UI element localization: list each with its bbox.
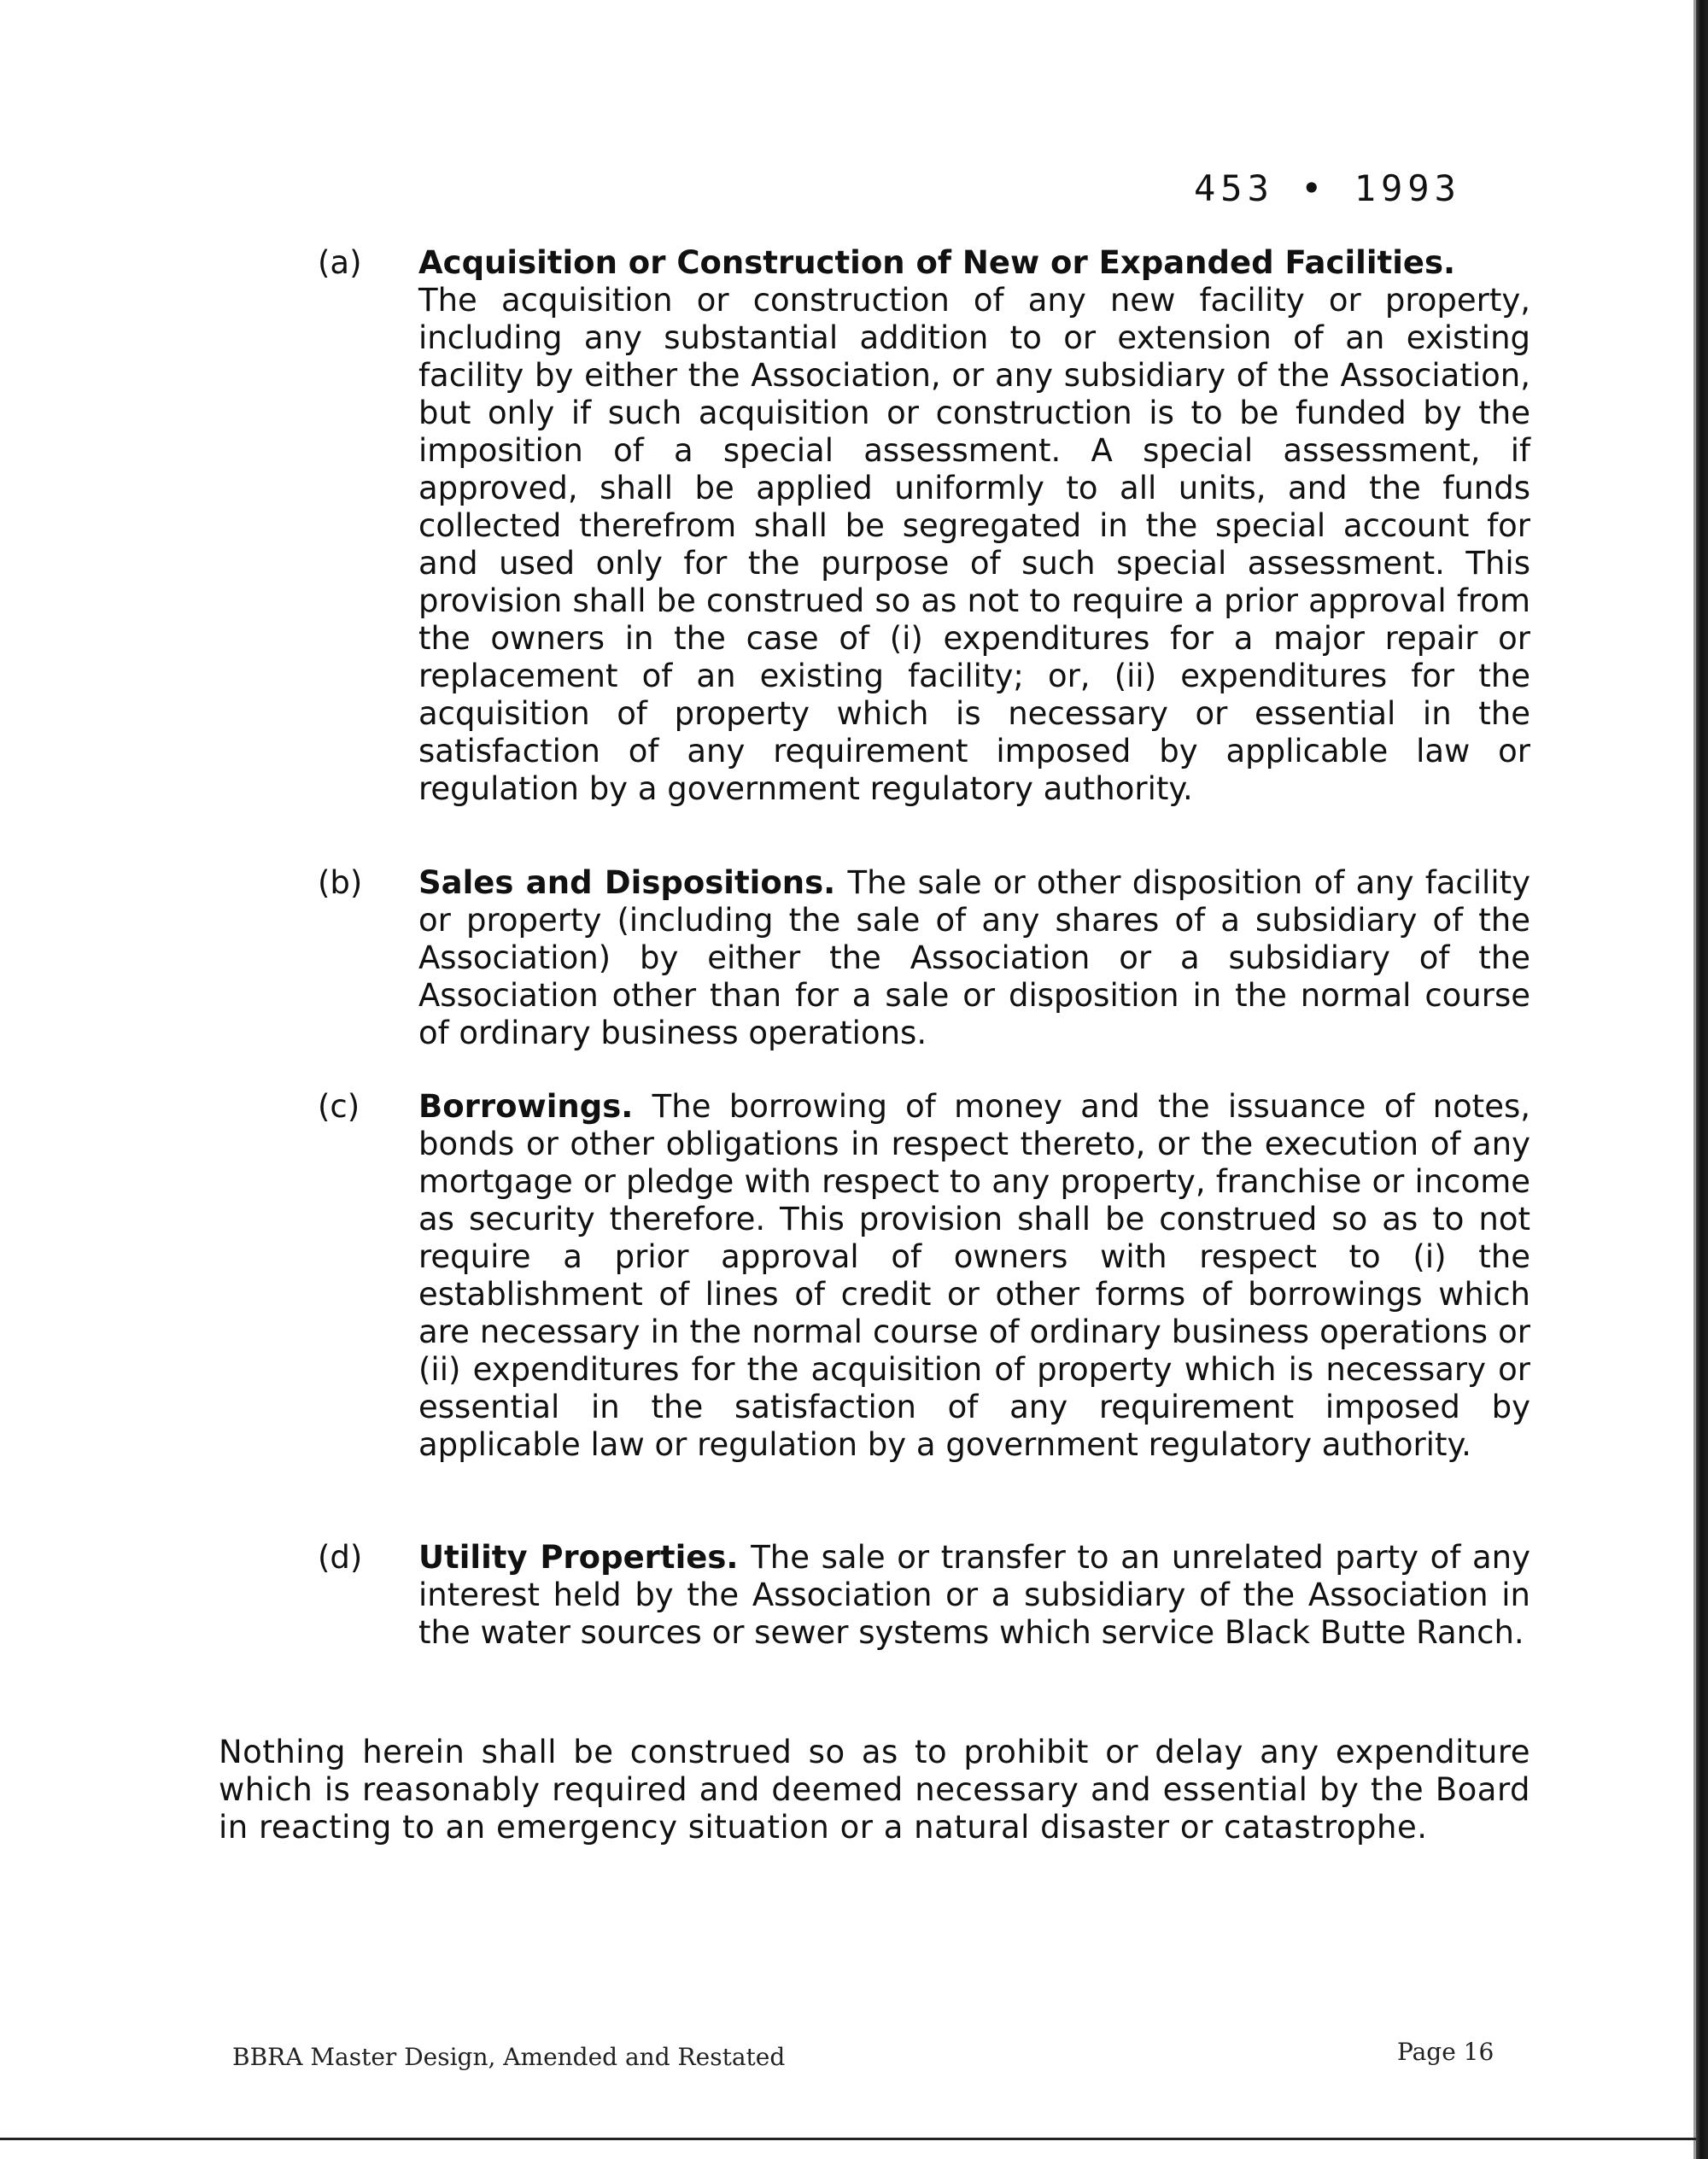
- item-body: [418, 244, 1530, 808]
- item-text: The sale or other disposition of any facility or property (including the sale of any shares of a subsidiary of the Association) by either the Association or a subsidiary of the Association other than for a sale or disposition in the normal course of ordinary business operations.: [418, 864, 1531, 1051]
- section-item-d: [318, 1539, 1530, 1652]
- section-item-a: [318, 244, 1530, 808]
- item-text: The borrowing of money and the issuance of notes, bonds or other obligations in respect thereto, or the execution of any mortgage or pledge with respect to any property, franchise or income as security therefore. This provision shall be construed so as to not require a prior approval of owners with respect to (i) the establishment of lines of credit or other forms of borrowings which are necessary in the normal course of ordinary business operations or (ii) expenditures for the acquisition of property which is necessary or essential in the satisfaction of any requirement imposed by applicable law or regulation by a government regulatory authority.: [418, 1088, 1530, 1463]
- footer-page-number: Page 16: [1397, 2038, 1494, 2066]
- footer-document-name: BBRA Master Design, Amended and Restated: [232, 2043, 786, 2071]
- item-letter: (a): [318, 244, 362, 281]
- item-letter: (c): [318, 1088, 360, 1125]
- closing-paragraph: Nothing herein shall be construed so as to prohibit or delay any expenditure which is reasonably required and deemed necessary and essential by the Board in reacting to an emergency situation or a natural disaster or catastrophe.: [219, 1734, 1530, 1846]
- item-text: The acquisition or construction of any new facility or property, including any substantial addition to or extension of an existing facility by either the Association, or any subsidiary of the Association, but only if such acquisition or construction is to be funded by the imposition of a special assessment. A special assessment, if approved, shall be applied uniformly to all units, and the funds collected therefrom shall be segregated in the special account for and used only for the purpose of such special assessment. This provision shall be construed so as not to require a prior approval from the owners in the case of (i) expenditures for a major repair or replacement of an existing facility; or, (ii) expenditures for the acquisition of property which is necessary or essential in the satisfaction of any requirement imposed by applicable law or regulation by a government regulatory authority.: [418, 282, 1530, 807]
- page-bottom-border: [0, 2138, 1696, 2140]
- item-letter: (d): [318, 1539, 363, 1576]
- item-title: Utility Properties.: [418, 1539, 752, 1576]
- recording-number: 453 • 1993: [1194, 167, 1461, 209]
- item-letter: (b): [318, 864, 363, 901]
- section-item-b: [318, 864, 1530, 1052]
- item-title: Sales and Dispositions.: [418, 864, 848, 901]
- section-item-c: [318, 1088, 1530, 1464]
- item-title: Acquisition or Construction of New or Expanded Facilities.: [418, 244, 1456, 281]
- item-body: [418, 1088, 1530, 1464]
- item-title: Borrowings.: [418, 1088, 652, 1125]
- item-text: The sale or transfer to an unrelated party of any interest held by the Association or a subsidiary of the Association in the water sources or sewer systems which service Black Butte Ranch.: [418, 1539, 1530, 1651]
- scan-edge: [1696, 0, 1708, 2159]
- scan-edge-shadow: [1693, 0, 1696, 2159]
- item-body: [418, 1539, 1530, 1652]
- item-body: [418, 864, 1530, 1052]
